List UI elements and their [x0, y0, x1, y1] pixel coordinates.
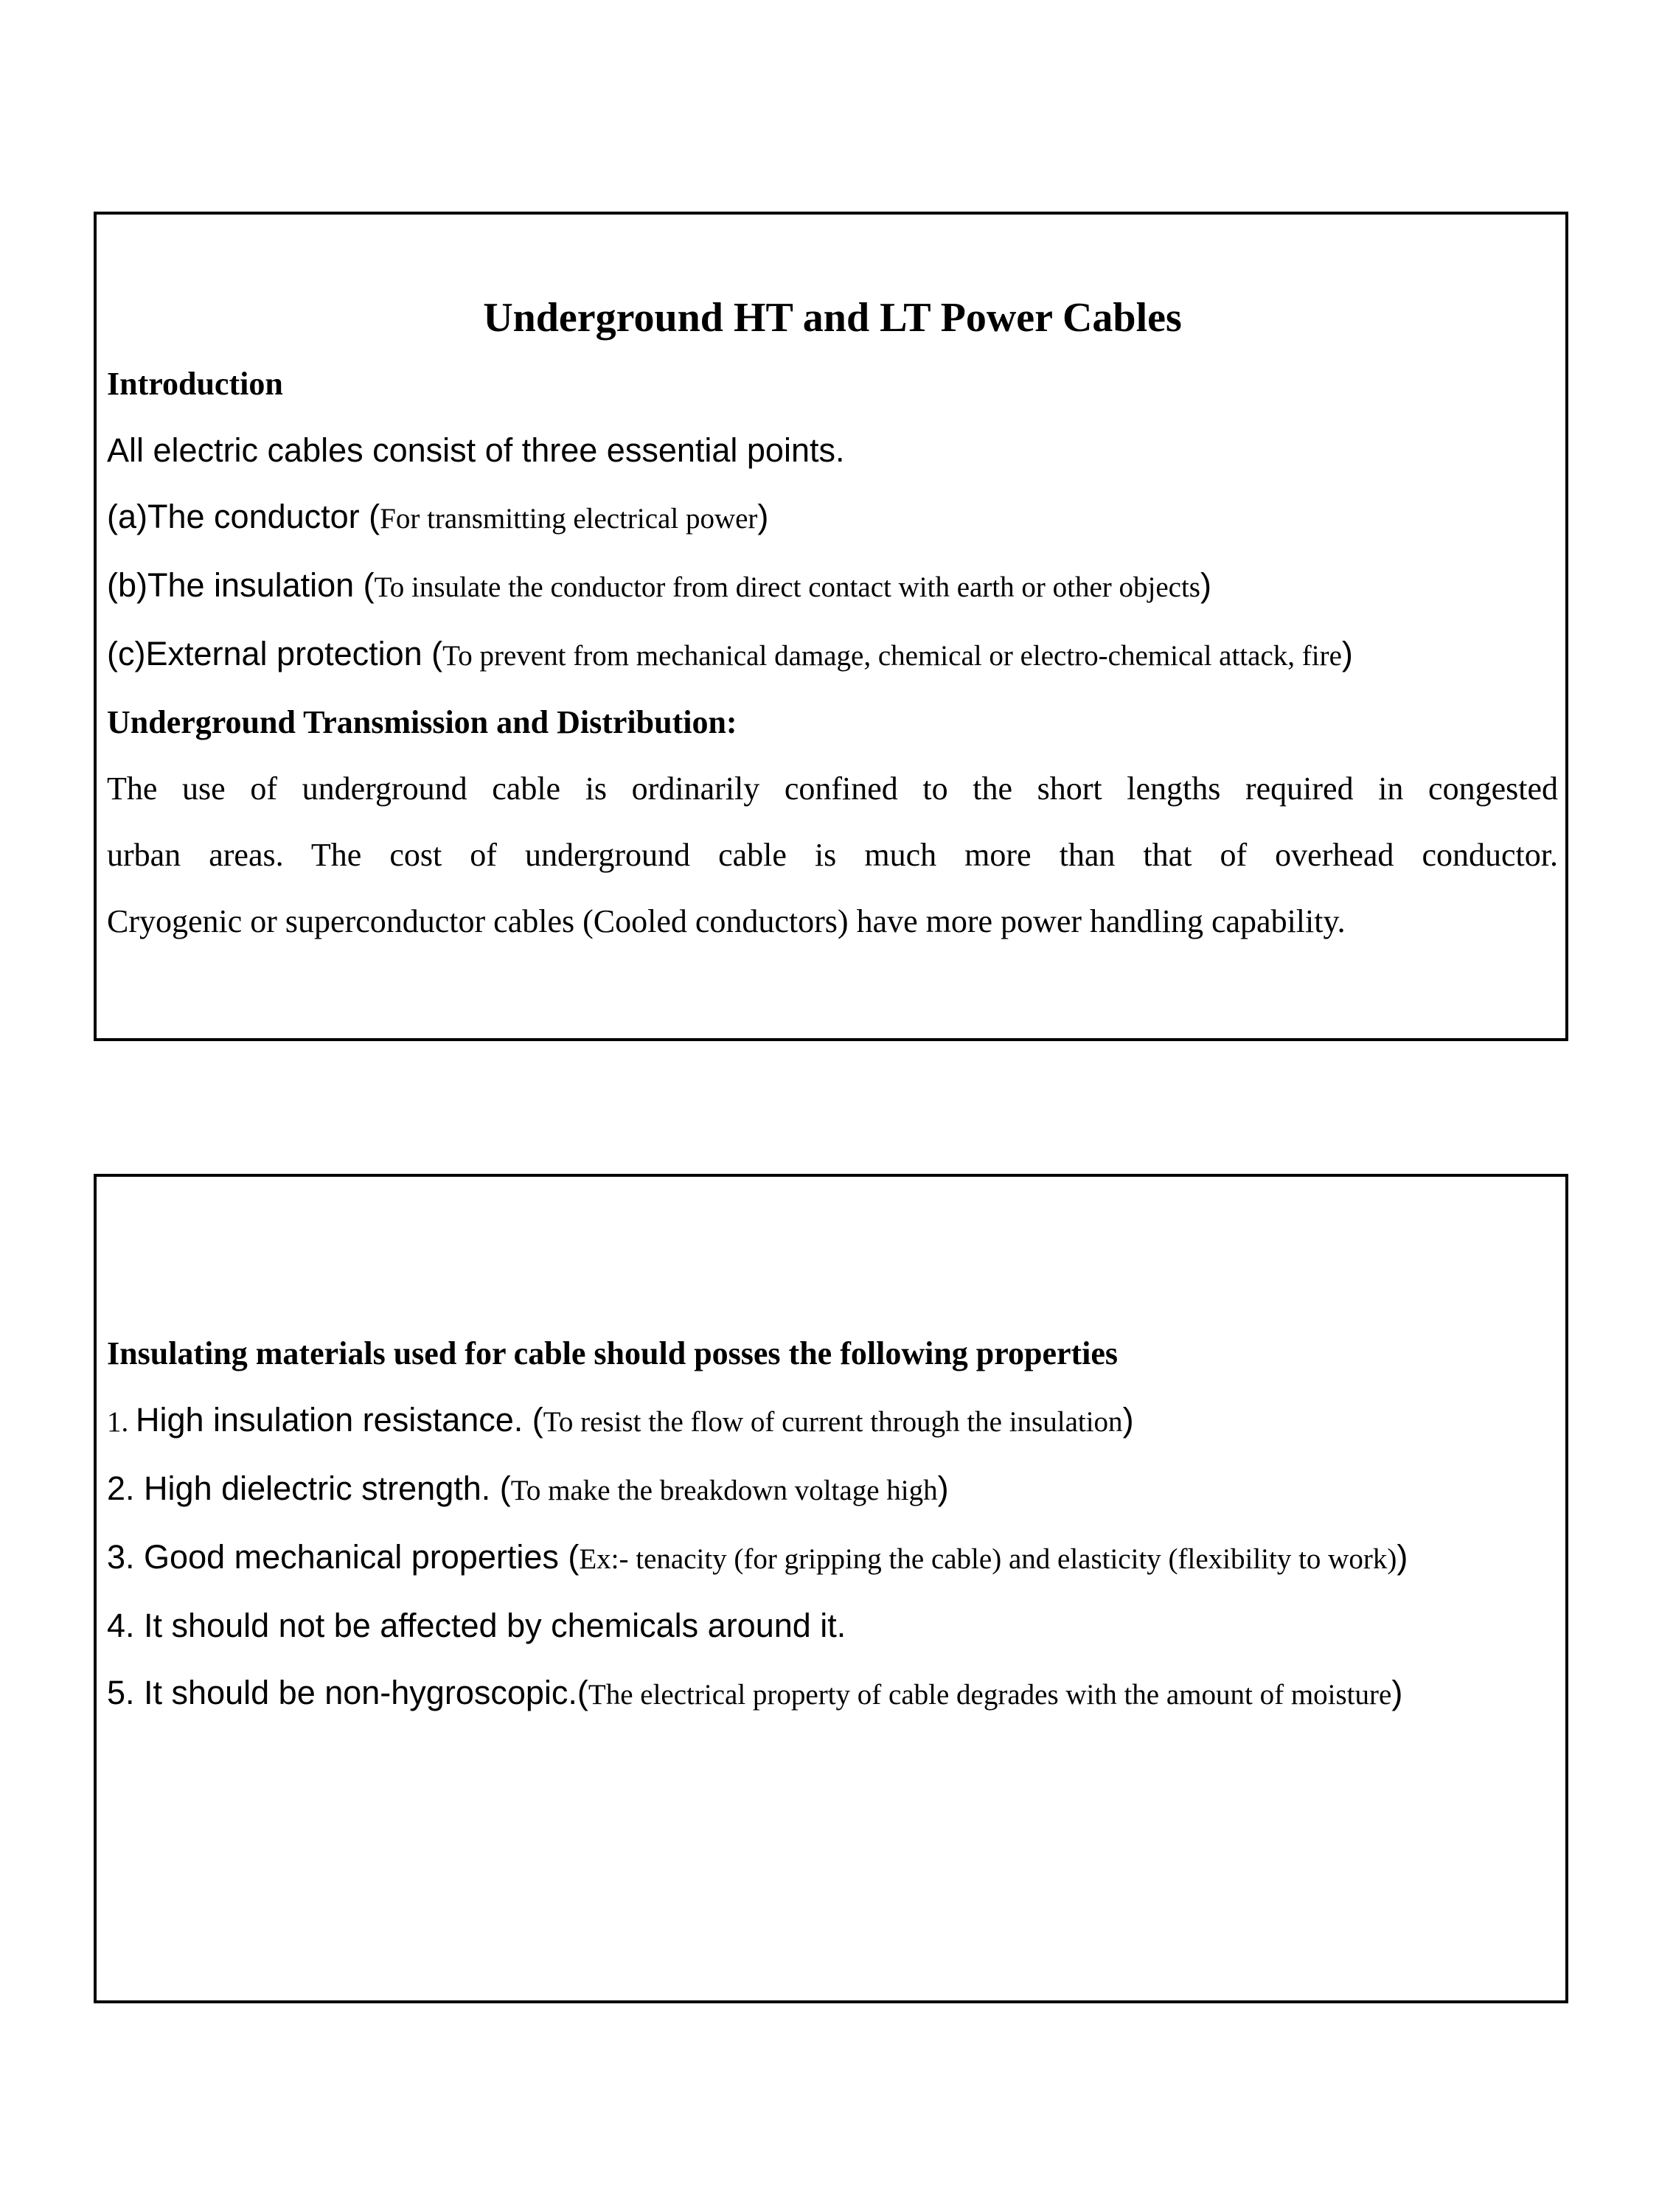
paragraph-line-3: Cryogenic or superconductor cables (Cooled conductors) have more power handling capability.: [107, 903, 1346, 939]
property-item-4-number: 4.: [107, 1607, 145, 1644]
property-item-1-main: High insulation resistance. (: [136, 1401, 543, 1439]
property-item-5: [107, 1660, 1558, 1728]
property-item-5-number: 5.: [107, 1674, 145, 1711]
property-item-3-detail: Ex:- tenacity (for gripping the cable) and elasticity (flexibility to work): [579, 1543, 1397, 1575]
property-item-2-main: High dielectric strength. (: [144, 1470, 511, 1507]
point-b-label: (b)The insulation (: [107, 566, 375, 604]
introduction-heading: Introduction: [107, 366, 283, 402]
point-a: [107, 484, 1558, 552]
point-a-close: ): [757, 498, 769, 535]
point-c-close: ): [1341, 635, 1353, 672]
page-title: Underground HT and LT Power Cables: [483, 295, 1182, 341]
point-c: [107, 621, 1558, 689]
paragraph-line-2: urban areas. The cost of underground cable is much more than that of overhead conductor.: [107, 837, 1558, 873]
property-item-2-number: 2.: [107, 1470, 145, 1507]
property-item-4: [107, 1593, 1558, 1660]
property-item-2-close: ): [937, 1470, 949, 1507]
transmission-paragraph: [107, 756, 1558, 955]
paragraph-line-1: The use of underground cable is ordinarily confined to the short lengths required in congested: [107, 771, 1558, 807]
property-item-1-close: ): [1122, 1401, 1134, 1439]
property-item-1-detail: To resist the flow of current through the insulation: [543, 1406, 1123, 1438]
property-item-3-close: ): [1397, 1538, 1408, 1576]
property-item-3-number: 3.: [107, 1538, 145, 1576]
point-b: [107, 552, 1558, 621]
property-item-1: [107, 1387, 1558, 1455]
property-item-1-number: 1.: [107, 1406, 136, 1438]
point-b-detail: To insulate the conductor from direct contact with earth or other objects: [374, 571, 1200, 603]
property-item-5-main: It should be non-hygroscopic.(: [144, 1674, 588, 1711]
slide-1-frame: [94, 212, 1568, 1041]
slide-2-frame: [94, 1174, 1568, 2003]
property-item-3: [107, 1524, 1558, 1593]
point-a-label: (a)The conductor (: [107, 498, 380, 535]
introduction-text: All electric cables consist of three essential points.: [107, 431, 845, 469]
slide-1-content: [107, 285, 1558, 955]
property-item-3-main: Good mechanical properties (: [144, 1538, 580, 1576]
point-c-label: (c)External protection (: [107, 635, 443, 672]
point-c-detail: To prevent from mechanical damage, chemical or electro-chemical attack, fire: [442, 640, 1342, 672]
property-item-2-detail: To make the breakdown voltage high: [510, 1475, 938, 1506]
section-heading: Underground Transmission and Distribution:: [107, 704, 737, 740]
slide-2-content: [107, 1321, 1558, 1728]
property-item-4-main: It should not be affected by chemicals around it.: [144, 1607, 846, 1644]
point-a-detail: For transmitting electrical power: [380, 503, 758, 535]
point-b-close: ): [1200, 566, 1211, 604]
property-item-5-close: ): [1391, 1674, 1403, 1711]
property-item-2: [107, 1455, 1558, 1524]
property-item-5-detail: The electrical property of cable degrades with the amount of moisture: [588, 1679, 1392, 1711]
properties-heading: Insulating materials used for cable should posses the following properties: [107, 1335, 1119, 1371]
